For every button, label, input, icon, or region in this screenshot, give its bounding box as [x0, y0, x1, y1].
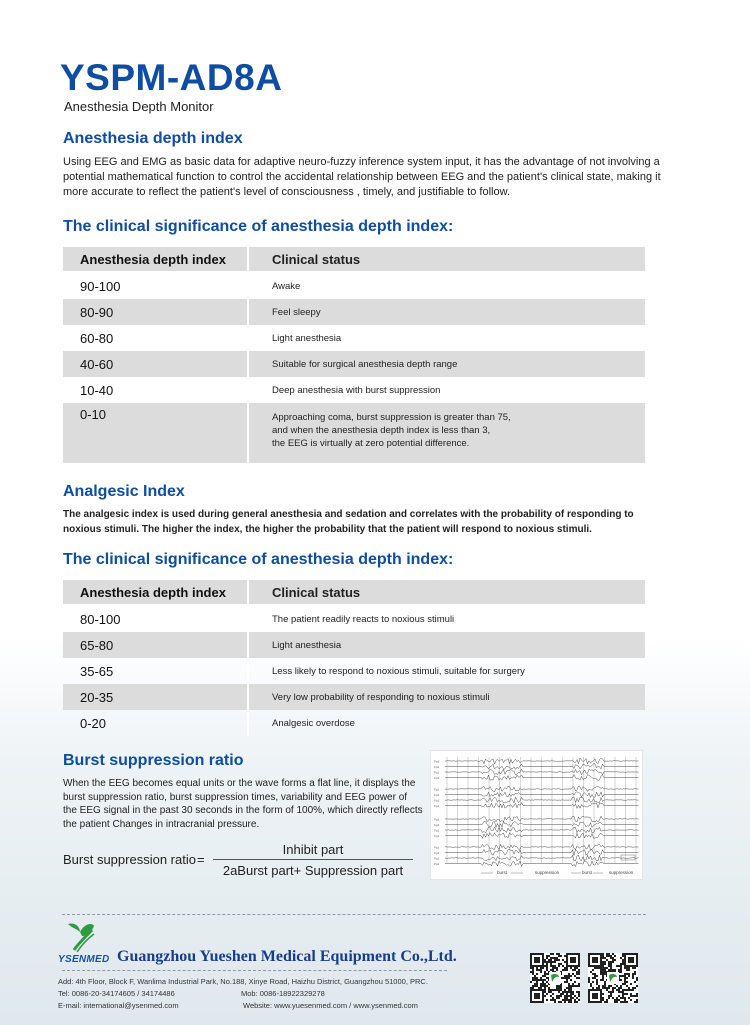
segment-label: burst [581, 870, 593, 875]
status-cell: Suitable for surgical anesthesia depth range [249, 351, 645, 377]
ysenmed-logo-icon [64, 920, 104, 954]
depth-index-description: Using EEG and EMG as basic data for adaptive neuro-fuzzy inference system input, it has the advantage of not involving a potential mathematical function to control the accidental relationship between EEG and the patient's clinical state, making it more accurate to reflect the patient's level of consciousness , timely, and justifiable to follow. [63, 156, 661, 198]
range-cell: 0-10 [63, 403, 249, 463]
channel-label: Fp1 [434, 776, 440, 780]
status-cell [249, 403, 645, 463]
footer-divider-bottom [62, 970, 447, 971]
table-row [63, 658, 645, 684]
formula-lhs: Burst suppression ratio [63, 852, 196, 867]
status-line: Approaching coma, burst suppression is greater than 75, [272, 412, 511, 423]
company-website[interactable]: Website: www.yuesenmed.com / www.ysenmed.com [243, 1001, 418, 1010]
analgesic-index-heading: Analgesic Index [63, 483, 185, 500]
status-cell: Deep anesthesia with burst suppression [272, 384, 441, 396]
segment-label: burst [496, 870, 508, 875]
company-tel: Tel: 0086-20-34174605 / 34174486 [58, 989, 175, 998]
table-row [63, 684, 645, 710]
range-cell: 10-40 [63, 377, 249, 403]
table-row [63, 273, 645, 299]
depth-index-heading: Anesthesia depth index [63, 130, 243, 147]
channel-label: Fp1 [434, 759, 440, 764]
depth-table-heading: The clinical significance of anesthesia depth index: [63, 218, 454, 235]
description-line: burst suppression ratio, burst suppression times, variability and EEG power of [63, 791, 408, 803]
qr-code-icon[interactable] [588, 953, 638, 1003]
channel-label: Fp1 [434, 834, 440, 838]
range-cell: 90-100 [63, 273, 249, 299]
status-cell: Less likely to respond to noxious stimuli, suitable for surgery [272, 665, 525, 677]
table-row [63, 403, 645, 463]
table-row [63, 606, 645, 632]
analgesic-table-heading: The clinical significance of anesthesia depth index: [63, 551, 454, 568]
formula-numerator: Inhibit part [282, 842, 344, 857]
segment-label: suppression [534, 870, 560, 875]
eeg-burst-suppression-figure [430, 750, 643, 880]
analgesic-index-table [63, 580, 645, 736]
burst-suppression-heading: Burst suppression ratio [63, 752, 244, 769]
status-cell: Feel sleepy [249, 299, 645, 325]
company-address: Add: 4th Floor, Block F, Wanlima Industrial Park, No.188, Xinye Road, Haizhu District, Guangzhou 51000, PRC. [58, 977, 428, 986]
company-name: Guangzhou Yueshen Medical Equipment Co.,Ltd. [117, 948, 457, 965]
burst-suppression-description [63, 777, 433, 831]
status-line: the EEG is virtually at zero potential difference. [272, 438, 470, 449]
table-row [63, 710, 645, 736]
burst-suppression-formula [63, 838, 423, 882]
table-row [63, 325, 645, 351]
status-cell: The patient readily reacts to noxious stimuli [272, 613, 455, 625]
eeg-waveform-image [431, 751, 644, 881]
status-cell: Analgesic overdose [272, 717, 355, 729]
table-row [63, 299, 645, 325]
table-row [63, 377, 645, 403]
formula-equals: = [197, 852, 205, 867]
range-cell: 35-65 [63, 658, 249, 684]
status-cell: Light anesthesia [249, 632, 645, 658]
depth-index-table [63, 247, 645, 463]
segment-label: suppression [608, 870, 634, 875]
channel-label: Fp1 [434, 828, 440, 833]
product-model-title: YSPM-AD8A [60, 57, 283, 98]
table-header-row [63, 247, 645, 273]
description-line: the patient Changes in intracranial pressure. [63, 818, 260, 830]
range-cell: 40-60 [63, 351, 249, 377]
column-header-status: Clinical status [249, 580, 645, 606]
product-subtitle: Anesthesia Depth Monitor [64, 99, 214, 114]
channel-label: Fp1 [434, 817, 440, 822]
channel-label: Fp1 [434, 798, 440, 803]
range-cell: 80-90 [63, 299, 249, 325]
channel-label: Fp1 [434, 804, 440, 808]
company-email[interactable]: E-mail: international@ysenmed.com [58, 1001, 179, 1010]
range-cell: 60-80 [63, 325, 249, 351]
channel-label: Fp1 [434, 845, 440, 850]
column-header-index: Anesthesia depth index [63, 580, 249, 606]
channel-label: Fp1 [434, 823, 440, 827]
channel-label: Fp1 [434, 793, 440, 797]
description-line: When the EEG becomes equal units or the wave forms a flat line, it displays the [63, 778, 416, 789]
channel-label: Fp1 [434, 765, 440, 769]
fraction-bar [213, 859, 413, 860]
range-cell: 65-80 [63, 632, 249, 658]
formula-denominator: 2aBurst part+ Suppression part [222, 863, 404, 878]
channel-label: Fp1 [434, 787, 440, 792]
channel-label: Fp1 [434, 851, 440, 855]
channel-label: Fp1 [434, 862, 440, 866]
analgesic-index-description: The analgesic index is used during general anesthesia and sedation and correlates with the probability of responding to noxious stimuli. The higher the index, the higher the probability that the patient will respond to noxious stimuli. [63, 509, 634, 535]
channel-label: Fp1 [434, 856, 440, 861]
company-mob: Mob: 0086-18922329278 [241, 989, 325, 998]
range-cell: 80-100 [63, 606, 249, 632]
description-line: the EEG signal in the past 30 seconds in the form of 100%, which directly reflects [63, 805, 423, 816]
status-cell: Light anesthesia [272, 332, 342, 344]
scale-bar [621, 855, 635, 860]
status-line: and when the anesthesia depth index is less than 3, [272, 425, 491, 436]
status-cell: Awake [272, 280, 301, 292]
qr-code-icon[interactable] [530, 953, 580, 1003]
column-header-index: Anesthesia depth index [63, 247, 249, 273]
table-row [63, 351, 645, 377]
column-header-status: Clinical status [249, 247, 645, 273]
channel-label: Fp1 [434, 770, 440, 775]
footer-divider-top [62, 914, 646, 915]
status-cell: Very low probability of responding to noxious stimuli [249, 684, 645, 710]
table-header-row [63, 580, 645, 606]
range-cell: 0-20 [63, 710, 249, 736]
table-row [63, 632, 645, 658]
range-cell: 20-35 [63, 684, 249, 710]
ysenmed-logo-text: YSENMED [58, 954, 110, 965]
